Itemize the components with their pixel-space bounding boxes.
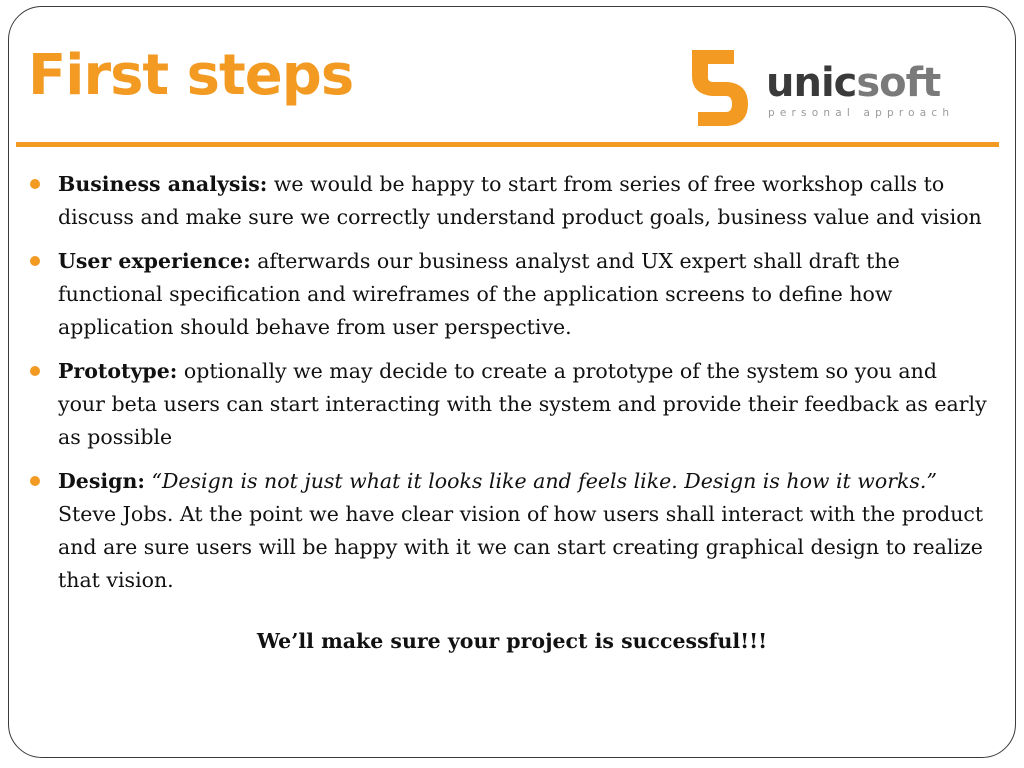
bullet-dot-icon xyxy=(30,256,40,266)
bullet-design xyxy=(28,465,988,597)
bullet-text: afterwards our business analyst and UX expert shall draft the functional specification and wireframes of the application screens to define how application should behave from user perspective. xyxy=(58,249,900,339)
slide-title: First steps xyxy=(28,43,354,108)
bullet-business-analysis xyxy=(28,168,988,234)
bullet-user-experience xyxy=(28,245,988,344)
bullet-dot-icon xyxy=(30,366,40,376)
bullet-prototype xyxy=(28,355,988,454)
unicsoft-s-logo-icon xyxy=(692,50,748,126)
title-divider xyxy=(16,142,999,147)
logo-tagline: personal approach xyxy=(768,107,955,119)
bullet-text: we would be happy to start from series of free workshop calls to discuss and make sure we correctly understand product goals, business value and vision xyxy=(58,172,982,229)
unicsoft-logo xyxy=(690,48,970,128)
bullet-label: Prototype: xyxy=(58,359,178,383)
logo-wordmark: unicsoft xyxy=(766,60,941,106)
bullet-list xyxy=(28,168,988,608)
bullet-dot-icon xyxy=(30,476,40,486)
bullet-label: Business analysis: xyxy=(58,172,268,196)
bullet-label: User experience: xyxy=(58,249,251,273)
closing-statement: We’ll make sure your project is successful!!! xyxy=(256,629,768,653)
bullet-label: Design: xyxy=(58,469,145,493)
design-quote: “Design is not just what it looks like and feels like. Design is how it works.” xyxy=(144,469,937,493)
bullet-text: Steve Jobs. At the point we have clear vision of how users shall interact with the product and are sure users will be happy with it we can start creating graphical design to realize that vision. xyxy=(58,502,984,592)
bullet-dot-icon xyxy=(30,179,40,189)
bullet-text: optionally we may decide to create a prototype of the system so you and your beta users can start interacting with the system and provide their feedback as early as possible xyxy=(58,359,987,449)
